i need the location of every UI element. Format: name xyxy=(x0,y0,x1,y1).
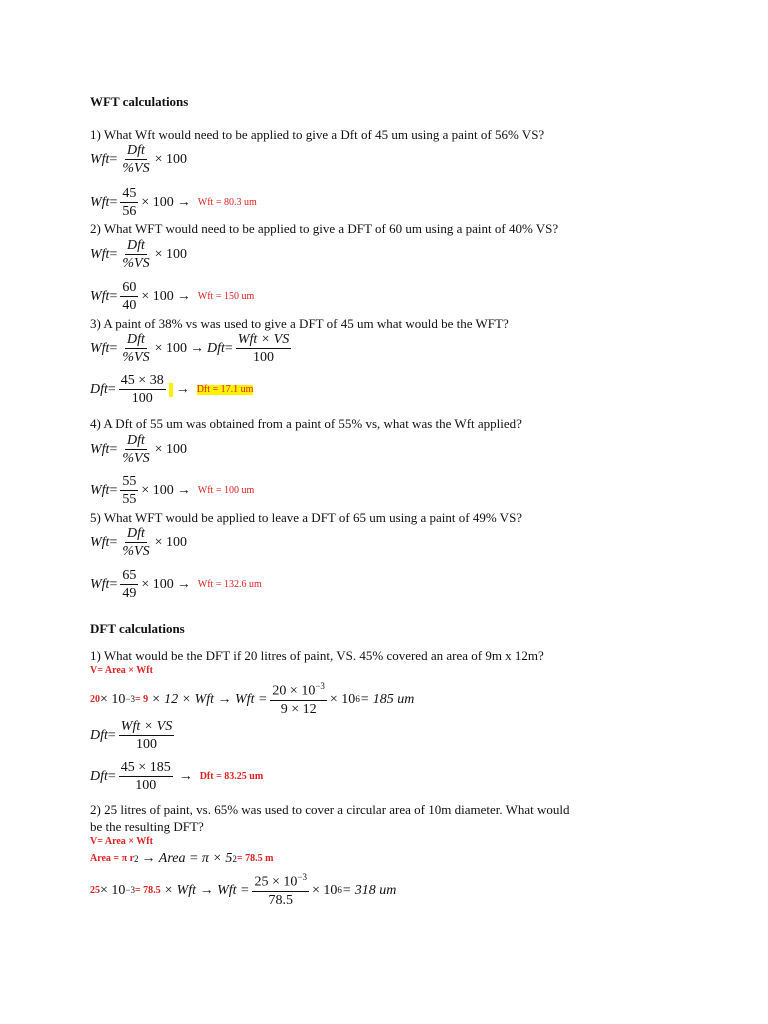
wft-formula-4: Wft = $\frac{\text{Dft}}{\%VS}$ × 100 xyxy=(90,433,187,467)
wft-calc-3: Dft = $\frac{45 \times 38}{100}$ → Dft = 17.1 um xyxy=(90,373,254,407)
dft-note-1: V= Area × Wft xyxy=(90,665,153,676)
wft-calc-5: Wft = $\frac{65}{49}$ × 100 → Wft = 132.6 um xyxy=(90,568,262,602)
wft-answer-2: Wft = 150 um xyxy=(197,290,255,302)
wft-question-2: 2) What WFT would need to be applied to give a DFT of 60 um using a paint of 40% VS? xyxy=(90,221,559,236)
dft-question-2-line1: 2) 25 litres of paint, vs. 65% was used to cover a circular area of 10m diameter. What would xyxy=(90,802,570,817)
dft-heading: DFT calculations xyxy=(90,621,185,636)
wft-formula-3: Wft = $\frac{\text{Dft}}{\%VS}$ × 100 → Dft = $\frac{\text{Wft × VS}}{100}$ xyxy=(90,332,290,366)
wft-calc-1: Wft = $\frac{45}{56}$ × 100 → Wft = 80.3 um xyxy=(90,186,257,220)
wft-calc-2: Wft = $\frac{60}{40}$ × 100 → Wft = 150 um xyxy=(90,280,255,314)
dft-question-2-line2: be the resulting DFT? xyxy=(90,819,204,834)
wft-heading: WFT calculations xyxy=(90,94,189,109)
wft-question-3: 3) A paint of 38% vs was used to give a DFT of 45 um what would be the WFT? xyxy=(90,316,509,331)
wft-answer-1: Wft = 80.3 um xyxy=(197,196,257,208)
dft-calc-1b: Dft = $\frac{45 \times 185}{100}$ → Dft = 83.25 um xyxy=(90,760,264,794)
wft-formula-2: Wft = $\frac{\text{Dft}}{\%VS}$ × 100 xyxy=(90,238,187,272)
wft-calc-4: Wft = $\frac{55}{55}$ × 100 → Wft = 100 um xyxy=(90,474,255,508)
dft-calc-2: 25 × 10 −3 = 78.5 × Wft → Wft = $\frac{25 \times 10^{-3}}{78.5}$ × 10 6 = 318 um xyxy=(90,872,397,909)
dft-question-1: 1) What would be the DFT if 20 litres of paint, VS. 45% covered an area of 9m x 12m? xyxy=(90,648,544,663)
wft-answer-3: Dft = 17.1 um xyxy=(196,383,254,395)
wft-question-5: 5) What WFT would be applied to leave a DFT of 65 um using a paint of 49% VS? xyxy=(90,510,523,525)
dft-answer-1: Dft = 83.25 um xyxy=(199,770,264,782)
wft-question-4: 4) A Dft of 55 um was obtained from a paint of 55% vs, what was the Wft applied? xyxy=(90,416,522,431)
dft-formula-1: Dft = $\frac{\text{Wft × VS}}{100}$ xyxy=(90,719,173,753)
wft-answer-4: Wft = 100 um xyxy=(197,484,255,496)
dft-area-calc: Area = π r 2 → Area = π × 5 2 = 78.5 m xyxy=(90,851,274,866)
wft-formula-1: Wft = $\frac{\text{Dft}}{\%VS}$ × 100 xyxy=(90,143,187,177)
dft-calc-1a: 20 × 10 −3 = 9 × 12 × Wft → Wft = $\frac{20 \times 10^{-3}}{9 \times 12}$ × 10 6 = 185 um xyxy=(90,681,415,718)
dft-note-2: V= Area × Wft xyxy=(90,836,153,847)
wft-formula-5: Wft = $\frac{\text{Dft}}{\%VS}$ × 100 xyxy=(90,526,187,560)
wft-question-1: 1) What Wft would need to be applied to give a Dft of 45 um using a paint of 56% VS? xyxy=(90,127,545,142)
wft-answer-5: Wft = 132.6 um xyxy=(197,578,262,590)
